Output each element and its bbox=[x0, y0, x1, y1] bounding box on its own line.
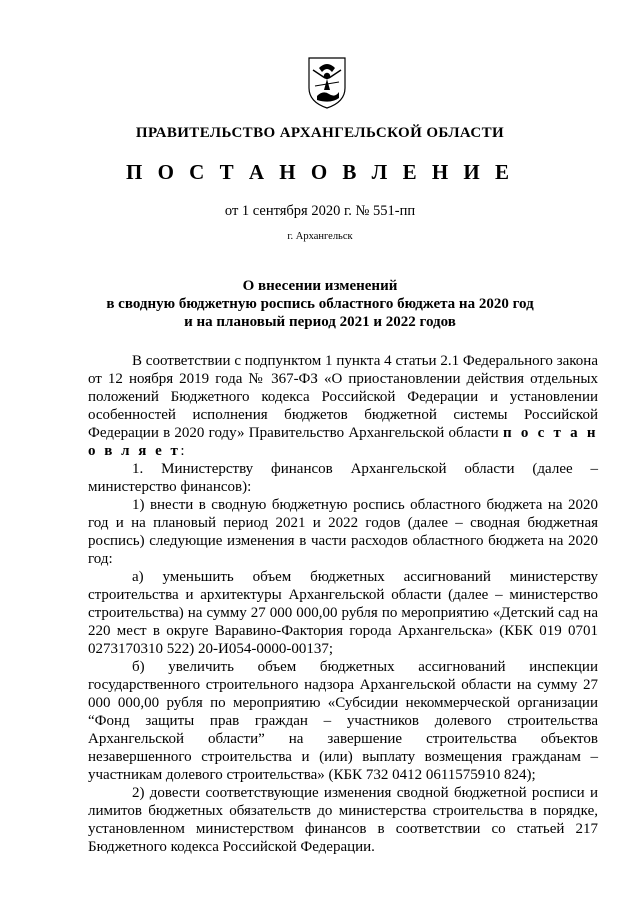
paragraph-1: 1. Министерству финансов Архангельской области (далее – министерство финансов): bbox=[88, 461, 598, 495]
organization-name: ПРАВИТЕЛЬСТВО АРХАНГЕЛЬСКОЙ ОБЛАСТИ bbox=[135, 125, 505, 141]
title-line: и на плановый период 2021 и 2022 годов bbox=[184, 314, 456, 330]
document-date-number: от 1 сентября 2020 г. № 551-пп bbox=[224, 203, 416, 219]
document-type: П О С Т А Н О В Л Е Н И Е bbox=[125, 160, 514, 184]
decree-word: п о с т а н о в л я е т bbox=[88, 425, 599, 459]
document-title bbox=[0, 277, 640, 331]
paragraph-1-1: 1) внести в сводную бюджетную роспись областного бюджета на 2020 год и на плановый период 2021 и 2022 годов (далее – сводная бюджетная роспись) следующие изменения в части расходов областного бюджета на 2020 год: bbox=[88, 497, 598, 567]
document-body bbox=[88, 352, 598, 856]
preamble-paragraph bbox=[88, 352, 598, 460]
paragraph-1-2: 2) довести соответствующие изменения сводной бюджетной росписи и лимитов бюджетных обязательств до министерства строительства в порядке, установленном министерством финансов в соответствии со статьей 217 Бюджетного кодекса Российской Федерации. bbox=[88, 785, 598, 855]
paragraph-1-1-b: б) увеличить объем бюджетных ассигнований инспекции государственного строительного надзора Архангельской области на сумму 27 000 000,00 рубля по мероприятию «Субсидии некоммерческой организации “Фонд защиты прав граждан – участников долевого строительства Архангельской области” на завершение строительства объектов незавершенного строительства и (или) выплату возмещения гражданам – участникам долевого строительства» (КБК 732 0412 0611575910 824); bbox=[88, 659, 598, 783]
document-city: г. Архангельск bbox=[287, 231, 353, 242]
coat-of-arms-icon bbox=[305, 56, 349, 110]
decree-colon: : bbox=[180, 443, 185, 459]
title-line: в сводную бюджетную роспись областного бюджета на 2020 год bbox=[106, 296, 534, 312]
paragraph-1-1-a: а) уменьшить объем бюджетных ассигнований министерству строительства и архитектуры Архангельской области (далее – министерство строительства) на сумму 27 000 000,00 рубля по мероприятию «Детский сад на 220 мест в округе Варавино-Фактория города Архангельска» (КБК 019 0701 0273170310 522) 20-И054-0000-00137; bbox=[88, 569, 598, 657]
preamble-text: В соответствии с подпунктом 1 пункта 4 статьи 2.1 Федерального закона от 12 ноября 2019 года № 367-ФЗ «О приостановлении действия отдельных положений Бюджетного кодекса Российской Федерации и установлении особенностей исполнения бюджетов бюджетной системы Российской Федерации в 2020 году» Правительство Архангельской области bbox=[88, 353, 598, 441]
title-line: О внесении изменений bbox=[242, 278, 398, 294]
